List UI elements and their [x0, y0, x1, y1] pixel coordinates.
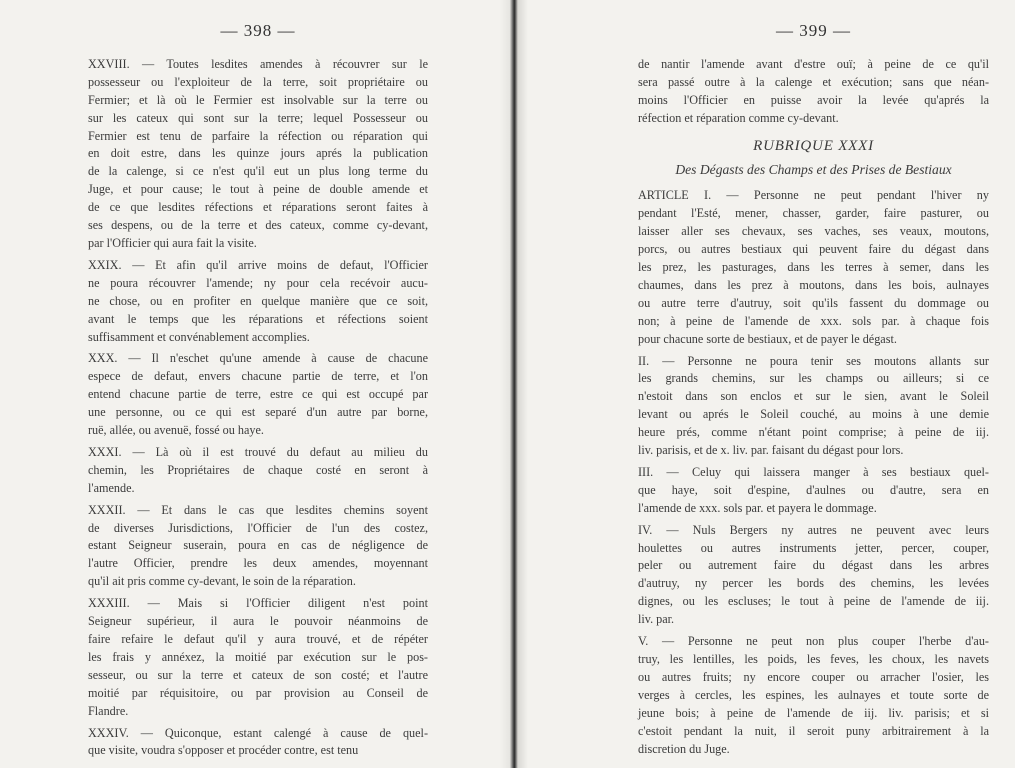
left-page [0, 0, 500, 768]
page-number: — 398 — [220, 21, 296, 40]
article-paragraph [638, 353, 989, 460]
article-paragraph [88, 444, 428, 498]
text-line: une personne, ou ce qui est separé d'un autre par borne, [88, 405, 428, 420]
text-line: chemin, les Propriétaires de chaque costé en seront à [88, 462, 428, 477]
text-line: que haye, soit d'espine, d'aulnes ou d'autre, sera en [638, 482, 989, 497]
article-paragraph [88, 350, 428, 440]
text-line: de ce que lesdites réfections et réparations seront faites à [88, 200, 428, 215]
text-line: discretion du Juge. [638, 741, 730, 756]
text-line: les prez, les pasturages, dans les terres à semer, dans les [638, 259, 989, 274]
text-line: Fermier est tenu de parfaire la réfection ou réparation qui [88, 128, 428, 143]
article-paragraph [638, 522, 989, 629]
text-line: que visite, voudra s'opposer et procéder contre, est tenu [88, 743, 359, 758]
text-line: faire refaire le defaut qu'il y aura trouvé, et de répéter [88, 632, 428, 646]
text-line: avant le temps que les réparations et réfections soient [88, 311, 428, 326]
text-line: les grands chemins, sur les champs ou ailleurs; si ce [638, 371, 989, 386]
text-line: de nantir l'amende avant d'estre ouï; à peine de ce qu'il [638, 56, 989, 71]
text-line: de la calenge, si ce n'est qu'il eut un plus long terme du [88, 164, 428, 179]
text-line: ou autre terre d'autruy, soit qu'ils fassent du dommage ou [638, 295, 989, 310]
text-line: possesseur ou l'exploiteur de la terre, soit propriétaire ou [88, 74, 428, 89]
text-line: truy, les lentilles, les poids, les feves, les choux, les navets [638, 652, 989, 666]
text-line: pendant l'Esté, mener, chasser, garder, faire pasturer, ou [638, 206, 989, 221]
text-line: ou autres fruits; ny encore couper ou arracher l'osier, les [638, 669, 989, 684]
article-paragraph [88, 257, 428, 347]
text-line: ARTICLE I. — Personne ne peut pendant l'hiver ny [638, 188, 989, 203]
continued-paragraph [638, 56, 989, 128]
text-line: sera passé outre à la calenge et exécution; sans que néan- [638, 74, 989, 89]
text-line: suffisamment et convénablement accomplies. [88, 329, 310, 344]
text-line: en doit estre, dans les quinze jours aprés la publication [88, 146, 428, 161]
text-line: III. — Celuy qui laissera manger à ses bestiaux quel- [638, 464, 989, 479]
text-line: laisser aller ses chevaux, ses vaches, ses veaux, moutons, [638, 224, 989, 239]
article-paragraph [638, 464, 989, 518]
text-line: ruë, allée, ou avenuë, fossé ou haye. [88, 423, 264, 438]
text-line: entend chacune partie de terre, estre ce qui est occupé par [88, 387, 428, 402]
article-paragraph [638, 56, 989, 128]
text-line: l'amende de xxx. sols par. et payera le dommage. [638, 500, 877, 515]
text-line: sur les cateux qui sont sur la terre; lequel Possesseur ou [88, 110, 428, 125]
text-line: qu'il ait pris comme cy-devant, le soin de la réparation. [88, 574, 356, 589]
text-line: Juge, et pour cause; le tout à peine de double amende et [88, 182, 428, 197]
text-line: verges à cercles, les espines, les aulnayes et toute sorte de [638, 687, 989, 702]
rubric-heading: RUBRIQUE XXXI [753, 137, 874, 154]
text-line: liv. parisis, et de x. liv. par. faisant du dégast pour lors. [638, 443, 904, 458]
article-paragraph [638, 187, 989, 348]
text-line: levant ou aprés le Soleil couché, au moins à une demie [638, 407, 989, 422]
text-line: liv. par. [638, 612, 675, 627]
text-line: XXX. — Il n'eschet qu'une amende à cause de chacune [88, 351, 428, 366]
text-line: chaumes, dans les prez à moutons, dans les bois, aulnayes [638, 277, 989, 292]
text-line: espece de defaut, envers chacune partie de terre, et l'on [88, 369, 428, 384]
text-line: II. — Personne ne poura tenir ses moutons allants sur [638, 353, 989, 368]
text-line: peler ou autrement faire du dégast dans les arbres [638, 558, 989, 573]
text-line: c'estoit pendant la nuit, il seroit puny arbitrairement à la [638, 723, 989, 738]
text-line: de diverses Jurisdictions, l'Officier de l'un des costez, [88, 520, 428, 535]
article-paragraph [88, 725, 428, 761]
text-line: XXXIV. — Quiconque, estant calengé à cause de quel- [88, 725, 428, 740]
text-line: V. — Personne ne peut non plus couper l'herbe d'au- [638, 634, 989, 649]
text-line: l'amende. [88, 480, 135, 495]
left-page-body [88, 56, 428, 760]
text-line: XXXI. — Là où il est trouvé du defaut au milieu du [88, 444, 428, 459]
text-line: Seigneur supérieur, il aura le pouvoir néanmoins de [88, 614, 428, 629]
text-line: par l'Officier qui aura fait la visite. [88, 235, 257, 250]
article-paragraph [638, 633, 989, 758]
text-line: heure prés, comme n'étant point comprise; à peine de iij. [638, 425, 989, 440]
text-line: XXVIII. — Toutes lesdites amendes à récouvrer sur le [88, 56, 428, 71]
text-line: n'estoit dans son enclos et sur le sien, avant le Soleil [638, 389, 989, 404]
text-line: XXXIII. — Mais si l'Officier diligent n'est point [88, 596, 428, 611]
rubric-subtitle: Des Dégasts des Champs et des Prises de Bestiaux [675, 162, 952, 178]
book-gutter [500, 0, 528, 768]
text-line: sesseur, ou sur la terre et cateux de son costé; et l'autre [88, 667, 428, 682]
text-line: jeune bois; à peine de l'amende de iij. liv. parisis; et si [638, 705, 989, 720]
text-line: porcs, ou autres bestiaux qui peuvent faire du dégast dans [638, 242, 989, 257]
text-line: Fermier; et là où le Fermier est insolvable sur la terre ou [88, 92, 428, 107]
article-paragraph [88, 56, 428, 253]
text-line: moins l'Officier en puisse avoir la levée qu'aprés la [638, 92, 989, 107]
right-page-body [638, 187, 989, 758]
article-paragraph [88, 595, 428, 720]
text-line: les frais y annéxez, la moitié par exécution sur le pos- [88, 649, 428, 664]
text-line: houlettes ou autres instruments jetter, percer, couper, [638, 540, 989, 555]
text-line: réfection et réparation comme cy-devant. [638, 110, 839, 125]
text-line: d'autruy, ny percer les bords des chemins, les levées [638, 576, 989, 591]
text-line: ses despens, ou de la terre et des cateux, comme cy-devant, [88, 218, 428, 233]
article-paragraph [88, 502, 428, 592]
text-line: IV. — Nuls Bergers ny autres ne peuvent avec leurs [638, 522, 989, 537]
text-line: l'autre Officier, prendre les deux amendes, moyennant [88, 556, 428, 571]
text-line: pour chacune sorte de bestiaux, et de payer le dégast. [638, 331, 897, 346]
text-line: XXXII. — Et dans le cas que lesdites chemins soyent [88, 502, 428, 517]
text-line: ne poura récouvrer l'amende; ny pour cela recévoir aucu- [88, 275, 428, 290]
text-line: estant Seigneur suserain, poura en cas de négligence de [88, 538, 428, 553]
right-page [528, 0, 1015, 768]
text-line: Flandre. [88, 703, 129, 718]
text-line: dignes, ou les escluses; le tout à peine de l'amende de iij. [638, 594, 989, 609]
page-number: — 399 — [776, 21, 851, 40]
text-line: moitié par réquisitoire, ou par provision au Conseil de [88, 685, 428, 700]
text-line: non; à peine de l'amende de xxx. sols par. à chaque fois [638, 313, 989, 328]
text-line: ne chose, ou en profiter en quelque manière que ce soit, [88, 293, 428, 308]
text-line: XXIX. — Et afin qu'il arrive moins de defaut, l'Officier [88, 257, 428, 272]
